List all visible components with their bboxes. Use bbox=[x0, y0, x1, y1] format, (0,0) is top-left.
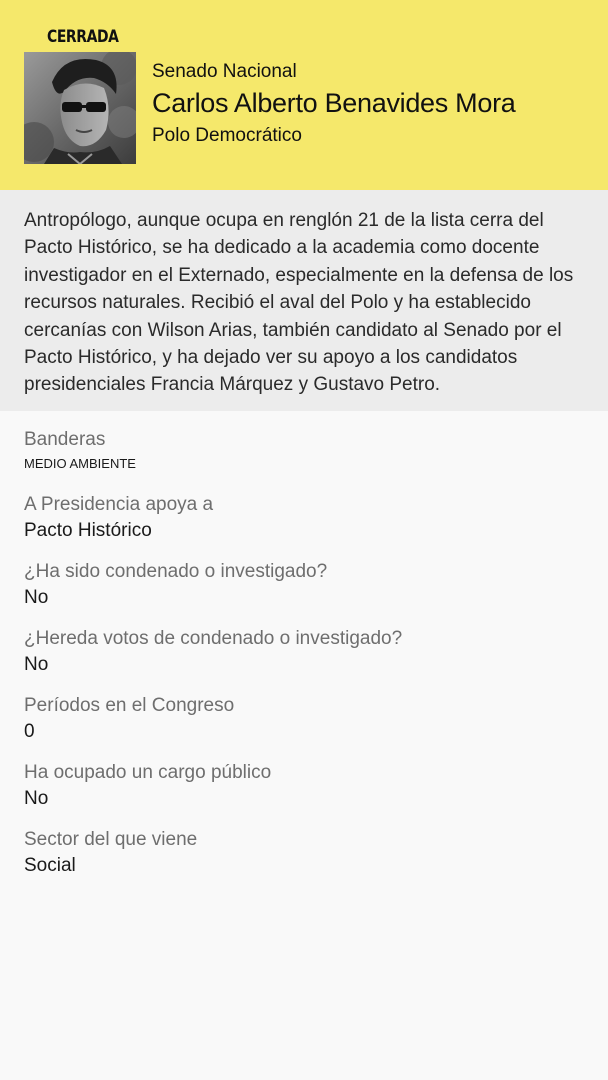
party-label: Polo Democrático bbox=[152, 125, 302, 146]
field-value: 0 bbox=[24, 721, 35, 742]
field-label: Períodos en el Congreso bbox=[24, 695, 235, 716]
field-value: Social bbox=[24, 855, 76, 876]
candidate-name: Carlos Alberto Benavides Mora bbox=[152, 88, 516, 118]
field-label: Ha ocupado un cargo público bbox=[24, 762, 272, 783]
field-label: ¿Hereda votos de condenado o investigado? bbox=[24, 628, 403, 649]
list-type-badge: CERRADA bbox=[47, 27, 119, 47]
chamber-label: Senado Nacional bbox=[152, 61, 297, 82]
field-sector bbox=[24, 827, 584, 879]
field-value: MEDIO AMBIENTE bbox=[24, 456, 136, 471]
field-label: ¿Ha sido condenado o investigado? bbox=[24, 561, 328, 582]
field-presidencia bbox=[24, 492, 584, 544]
field-cargo bbox=[24, 760, 584, 812]
field-value: No bbox=[24, 654, 49, 675]
field-value: No bbox=[24, 587, 49, 608]
field-label: Sector del que viene bbox=[24, 829, 198, 850]
field-banderas bbox=[24, 427, 584, 475]
field-periodos bbox=[24, 693, 584, 745]
candidate-photo bbox=[24, 52, 136, 164]
candidate-bio: Antropólogo, aunque ocupa en renglón 21 de la lista cerra del Pacto Histórico, se ha dedicado a la academia como docente investigador en el Externado, especialmente en la defensa de los recursos naturales. Recibió el aval del Polo y ha establecido cercanías con Wilson Arias, también candidato al Senado por el Pacto Histórico, y ha dejado ver su apoyo a los candidatos presidenciales Francia Márquez y Gustavo Petro. bbox=[0, 190, 608, 411]
field-condenado bbox=[24, 559, 584, 611]
field-label: Banderas bbox=[24, 429, 106, 450]
field-value: Pacto Histórico bbox=[24, 520, 152, 541]
candidate-header bbox=[0, 0, 608, 190]
field-hereda bbox=[24, 626, 584, 678]
field-value: No bbox=[24, 788, 49, 809]
candidate-portrait-icon bbox=[24, 52, 136, 164]
field-label: A Presidencia apoya a bbox=[24, 494, 214, 515]
candidate-details bbox=[0, 411, 608, 879]
